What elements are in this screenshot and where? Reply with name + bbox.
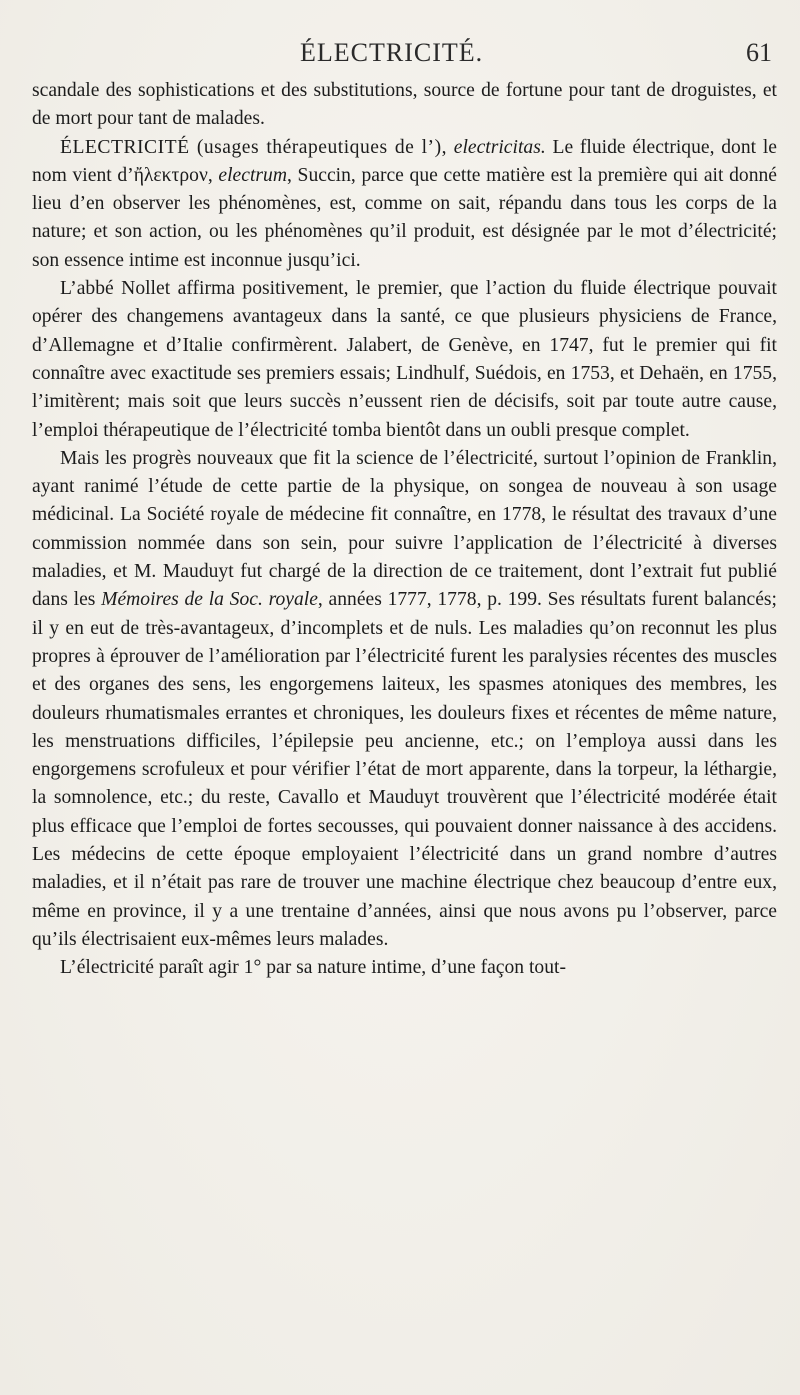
paragraph-text: Le fluide électrique, dont le nom vient d’ xyxy=(32,136,777,186)
entry-paragraph xyxy=(32,134,777,275)
greek-term: ἤλεκτρον xyxy=(133,164,208,186)
paragraph xyxy=(32,275,777,445)
paragraph-text: , xyxy=(207,164,219,186)
paragraph xyxy=(32,954,777,982)
paragraph-text: Mais les progrès nouveaux que fit la science de l’électricité, surtout l’opinion de Franklin, ayant ranimé l’étude de cette partie de la physique, on songea de nouveau à son usage médicinal. La Société royale de médecine fit connaître, en 1778, le résultat des travaux d’une commission nommée dans son sein, pour suivre l’application de l’électricité à diverses maladies, et M. Mauduyt fut chargé de la direction de ce traitement, dont l’extrait fut publié dans les xyxy=(32,447,777,611)
paragraph-text: , années 1777, 1778, p. 199. Ses résultats furent balancés; il y en eut de très-avantageux, d’incomplets et de nuls. Les maladies qu’on reconnut les plus propres à éprouver de l’amélioration par l’électricité furent les paralysies récentes des muscles et des organes des sens, les engorgemens laiteux, les spasmes atoniques des membres, les douleurs rhumatismales errantes et chroniques, les douleurs fixes et récentes de même nature, les menstruations difficiles, l’épilepsie peu ancienne, etc.; on l’employa aussi dans les engorgemens scrofuleux et pour vérifier l’état de mort apparente, dans la torpeur, la léthargie, la somnolence, etc.; du reste, Cavallo et Mauduyt trouvèrent que l’électricité modérée était plus efficace que l’emploi de fortes secousses, qui pouvaient donner naissance à des accidens. Les médecins de cette époque employaient l’électricité dans un grand nombre d’autres maladies, et il n’était pas rare de trouver une machine électrique chez beaucoup d’entre eux, même en province, il y a une trentaine d’années, ainsi que nous avons pu l’observer, parce qu’ils électrisaient eux-mêmes leurs malades. xyxy=(32,589,777,950)
paragraph-text: L’abbé Nollet affirma positivement, le premier, que l’action du fluide électrique pouvait opérer des changemens avantageux dans la santé, ce que plusieurs physiciens de France, d’Allemagne et d’Italie confirmèrent. Jalabert, de Genève, en 1747, fut le premier qui fit connaître avec exactitude ses premiers essais; Lindhulf, Suédois, en 1753, et Dehaën, en 1755, l’imitèrent; mais soit que leurs succès n’eussent rien de décisifs, soit par toute autre cause, l’emploi thérapeutique de l’électricité tomba bientôt dans un oubli presque complet. xyxy=(32,278,777,441)
paragraph-text: L’électricité paraît agir 1° par sa nature intime, d’une façon tout- xyxy=(60,957,566,979)
running-title: ÉLECTRICITÉ. xyxy=(300,38,484,67)
page-number: 61 xyxy=(746,38,772,67)
paragraph-continuation xyxy=(32,77,777,134)
entry-heading: ÉLECTRICITÉ (usages thérapeutiques de l’), xyxy=(60,136,447,158)
entry-latin-term: electricitas. xyxy=(453,136,546,158)
paragraph xyxy=(32,445,777,954)
page-header xyxy=(0,38,800,78)
text-body xyxy=(32,77,777,983)
paragraph-text: scandale des sophistications et des substitutions, source de fortune pour tant de droguistes, et de mort pour tant de malades. xyxy=(32,80,777,130)
latin-term: electrum xyxy=(218,164,287,186)
cited-work-title: Mémoires de la Soc. royale xyxy=(101,589,318,611)
paragraph-text: , Succin, parce que cette matière est la première qui ait donné lieu d’en observer les phénomènes, est, comme on sait, répandu dans tous les corps de la nature; et son action, ou les phénomènes qu’il produit, est désignée par le mot d’électricité; son essence intime est inconnue jusqu’ici. xyxy=(32,164,777,271)
